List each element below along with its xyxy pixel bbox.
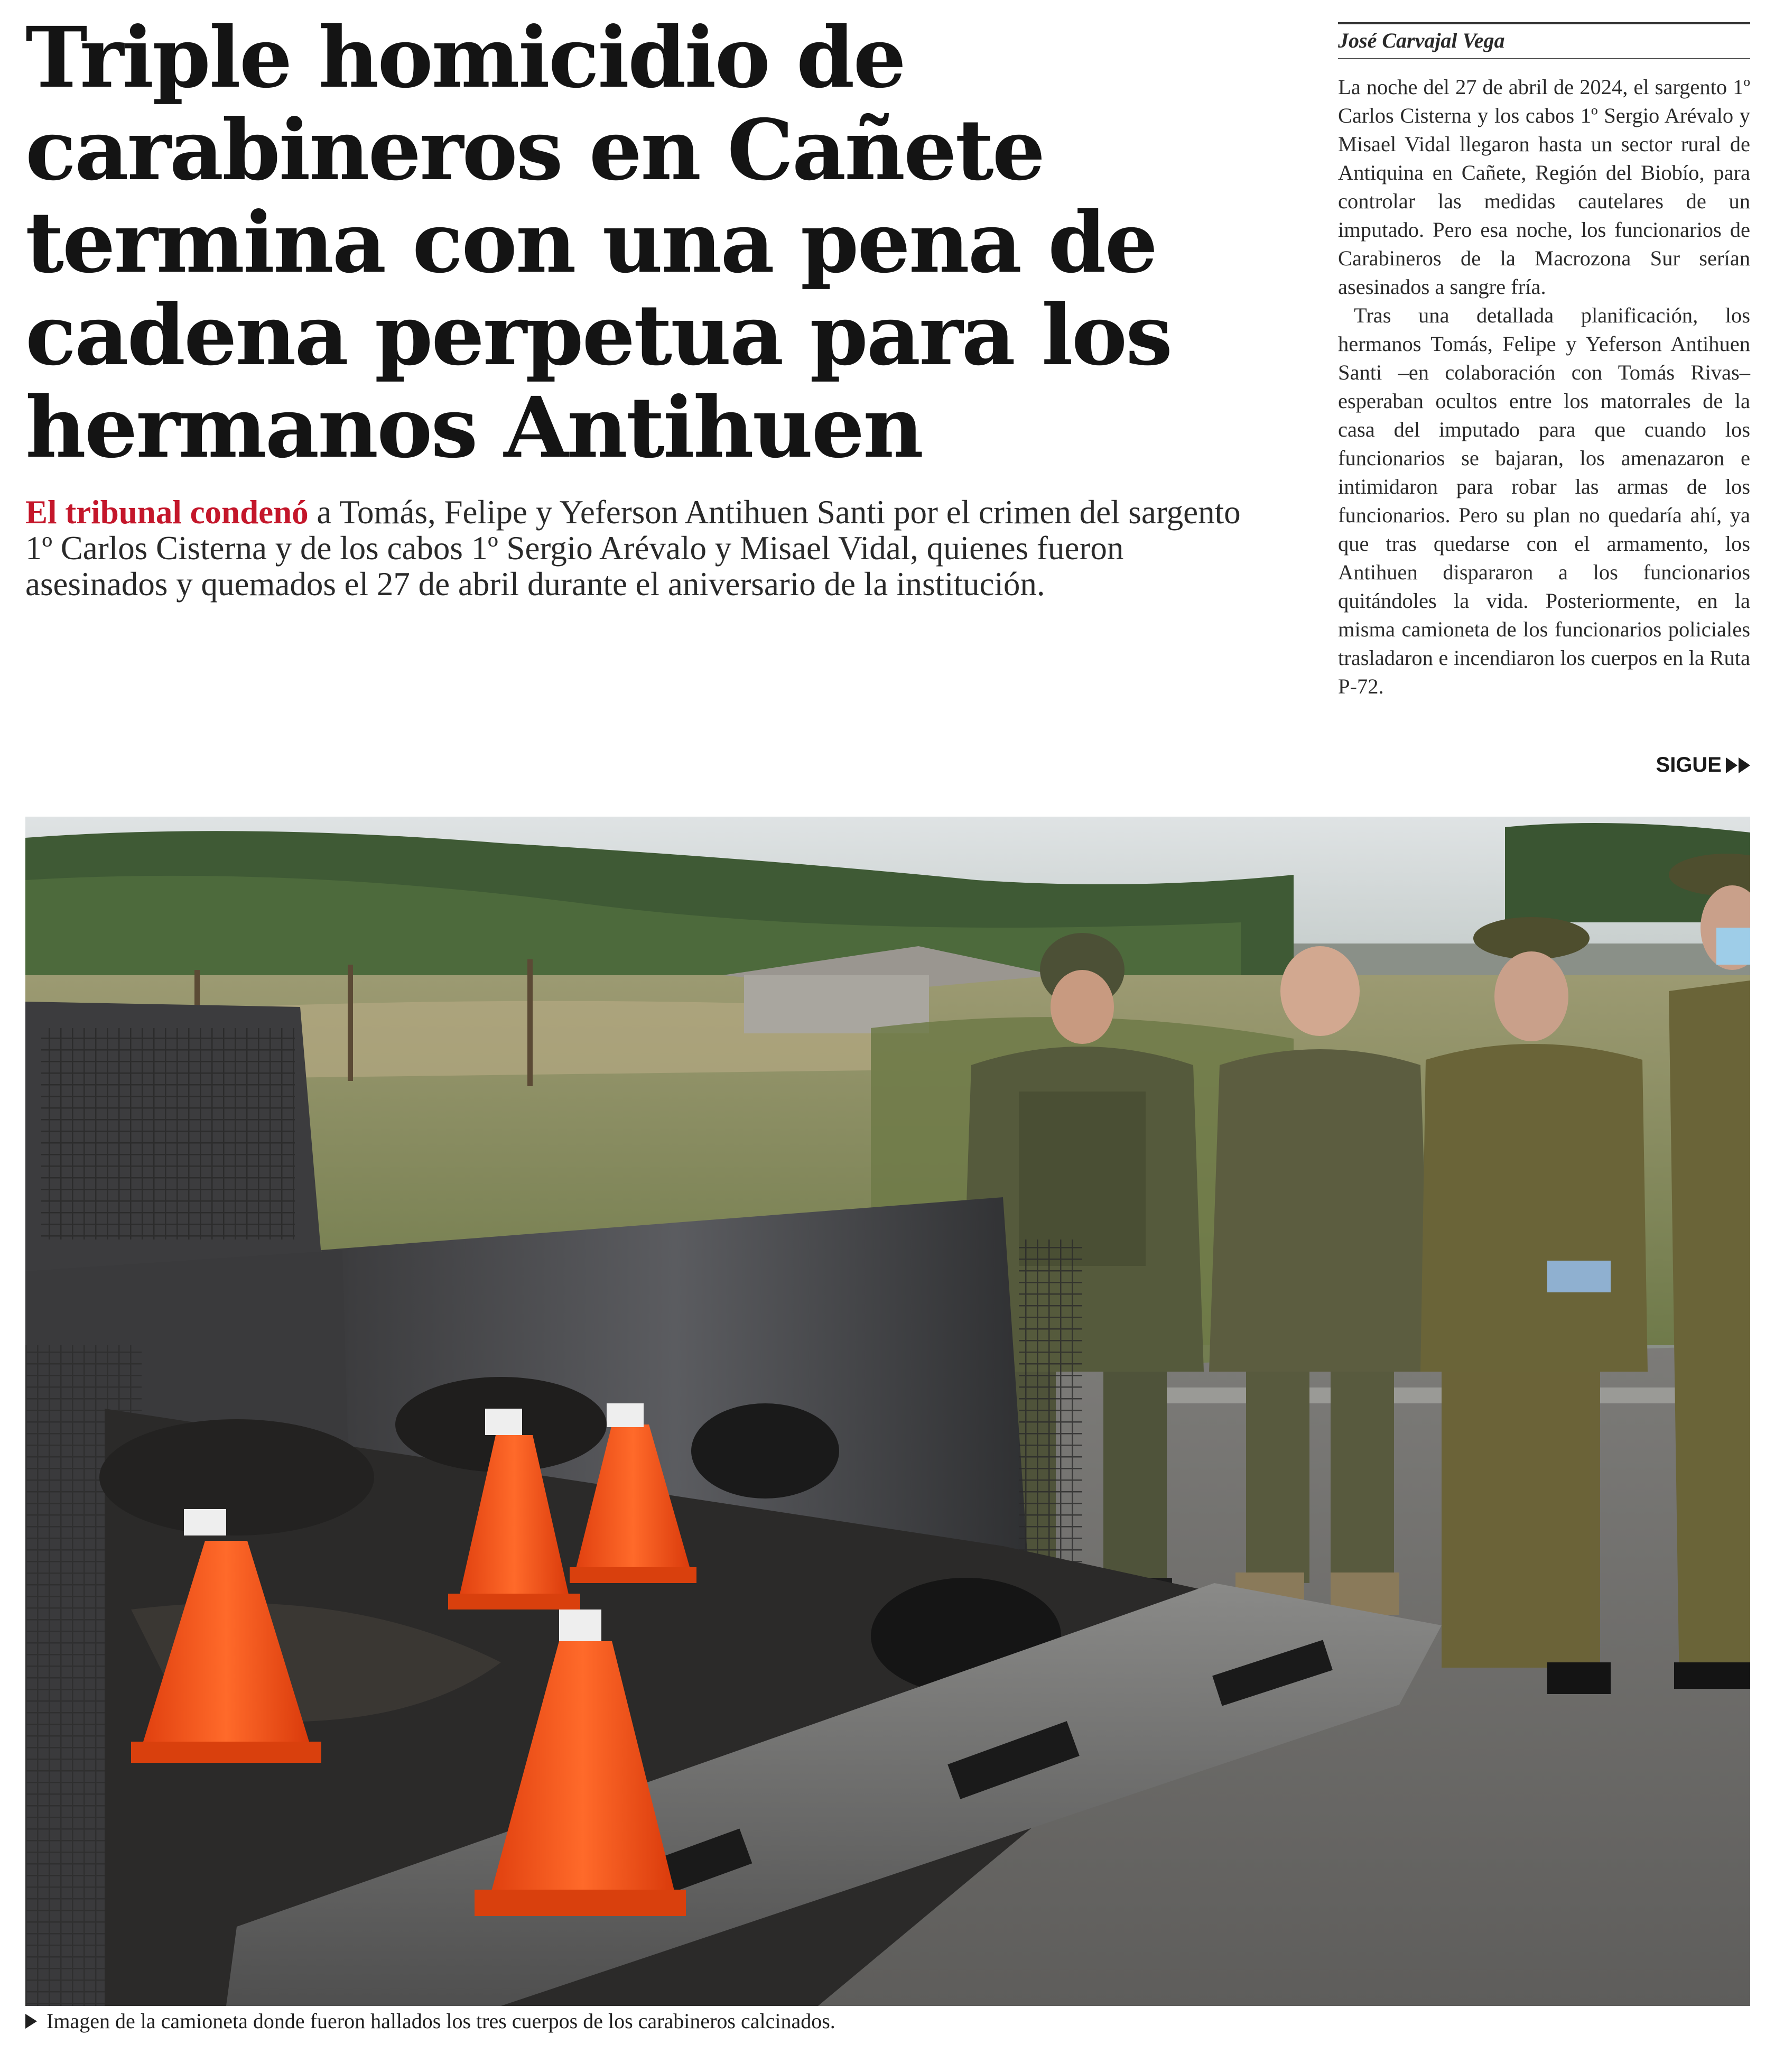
byline-rule-bottom bbox=[1338, 58, 1750, 59]
deck bbox=[25, 494, 1241, 602]
triangle-right-icon bbox=[25, 2014, 37, 2029]
deck-lead: El tribunal condenó bbox=[25, 494, 309, 531]
photo-caption bbox=[25, 2009, 1750, 2034]
caption-text: Imagen de la camioneta donde fueron hallados los tres cuerpos de los carabineros calcinados. bbox=[47, 2009, 835, 2033]
sigue-label: SIGUE bbox=[1656, 753, 1722, 776]
byline-rule-top bbox=[1338, 22, 1750, 24]
byline: José Carvajal Vega bbox=[1338, 29, 1505, 52]
sigue-link[interactable] bbox=[1656, 753, 1750, 777]
body-paragraph-2: Tras una detallada planificación, los hermanos Tomás, Felipe y Yeferson Antihuen Santi –en colaboración con Tomás Rivas– esperaban ocultos entre los matorrales de la casa del imputado para que cuando los funcionarios se bajaran, los amenazaron e intimidaron para robar las armas de los funcionarios. Pero su plan no quedaría ahí, ya que tras quedarse con el armamento, los Antihuen dispararon a los funcionarios quitándoles la vida. Posteriormente, en la misma camioneta de los funcionarios policiales trasladaron e incendiaron los cuerpos en la Ruta P-72. bbox=[1338, 303, 1750, 698]
article-photo bbox=[25, 817, 1750, 2006]
double-triangle-right-icon bbox=[1726, 757, 1750, 773]
body-paragraph-1: La noche del 27 de abril de 2024, el sargento 1º Carlos Cisterna y los cabos 1º Sergio Arévalo y Misael Vidal llegaron hasta un sector rural de Antiquina en Cañete, Región del Biobío, para controlar las medidas cautelares de un imputado. Pero esa noche, los funcionarios de Carabineros de la Macrozona Sur serían asesinados a sangre fría. bbox=[1338, 75, 1750, 299]
deck-text: a Tomás, Felipe y Yeferson Antihuen Santi por el crimen del sargento 1º Carlos Cisterna y de los cabos 1º Sergio Arévalo y Misael Vidal, quienes fueron asesinados y quemados el 27 de abril durante el aniversario de la institución. bbox=[25, 494, 1241, 603]
burned-truck-photo bbox=[25, 817, 1750, 2006]
headline: Triple homicidio de carabineros en Cañete termina con una pena de cadena perpetua para los hermanos Antihuen bbox=[25, 9, 1172, 477]
article-body bbox=[1338, 73, 1750, 701]
